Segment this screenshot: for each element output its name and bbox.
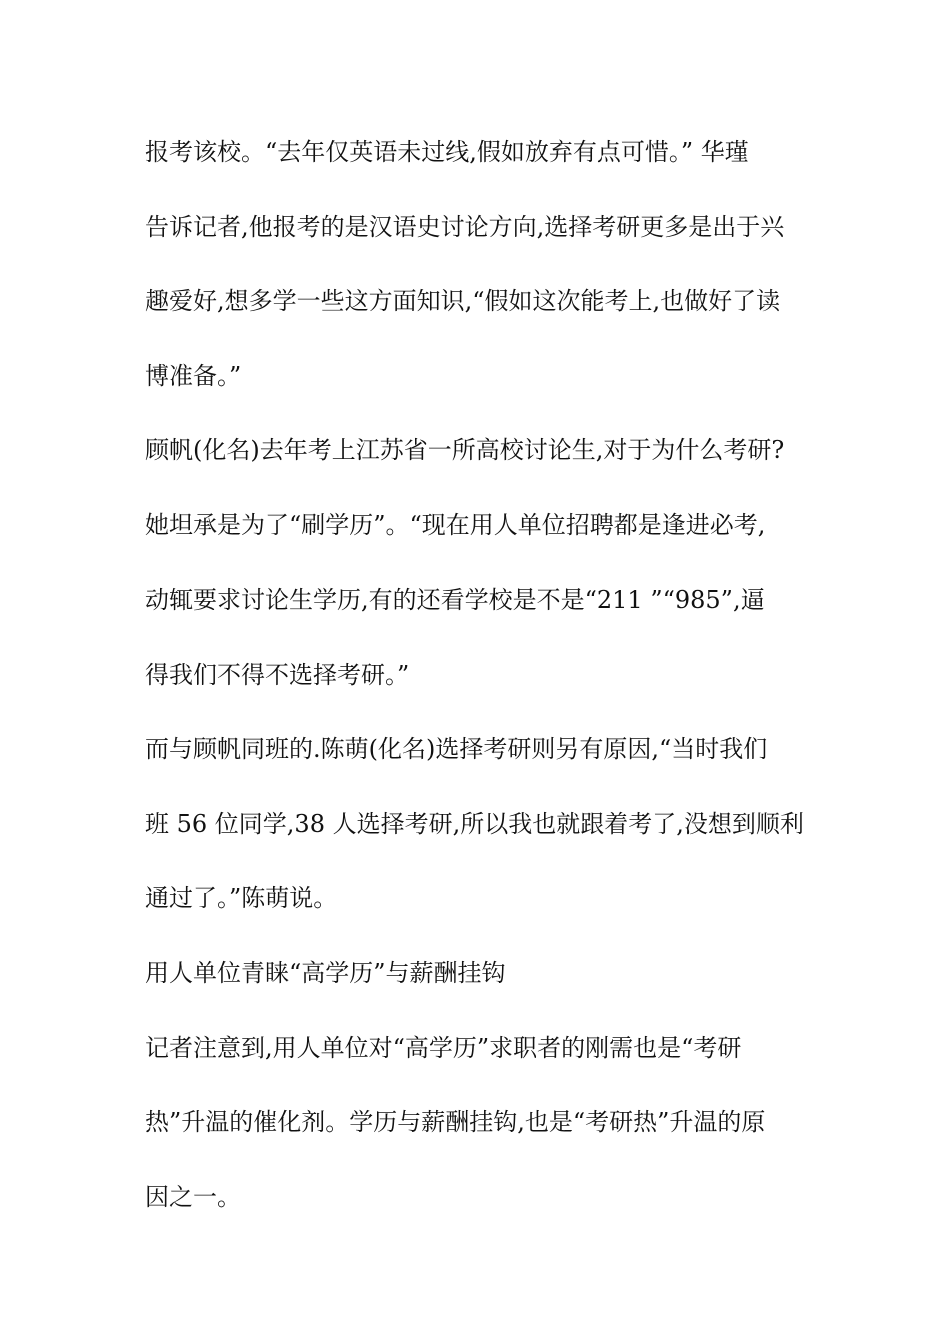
paragraph-start-line: 顾帆(化名)去年考上江苏省一所高校讨论生,对于为什么考研? [145,436,785,464]
section-heading: 用人单位青睐“高学历”与薪酬挂钩 [145,959,506,987]
text-line: 动辄要求讨论生学历,有的还看学校是不是“211 ”“985”,逼 [145,586,765,614]
text-line: 告诉记者,他报考的是汉语史讨论方向,选择考研更多是出于兴 [145,213,785,241]
paragraph-start-line: 而与顾帆同班的.陈萌(化名)选择考研则另有原因,“当时我们 [145,735,768,763]
text-line: 通过了。”陈萌说。 [145,884,338,912]
text-line: 因之一。 [145,1183,241,1211]
text-line: 得我们不得不选择考研。” [145,661,410,689]
text-line: 热”升温的催化剂。学历与薪酬挂钩,也是“考研热”升温的原 [145,1108,766,1136]
text-line: 报考该校。“去年仅英语未过线,假如放弃有点可惜。” 华瑾 [145,138,749,166]
text-line: 班 56 位同学,38 人选择考研,所以我也就跟着考了,没想到顺利 [145,810,804,838]
paragraph-start-line: 记者注意到,用人单位对“高学历”求职者的刚需也是“考研 [145,1034,742,1062]
text-line: 趣爱好,想多学一些这方面知识,“假如这次能考上,也做好了读 [145,287,781,315]
text-line: 博准备。” [145,362,242,390]
text-line: 她坦承是为了“刷学历”。“现在用人单位招聘都是逢进必考, [145,511,766,539]
